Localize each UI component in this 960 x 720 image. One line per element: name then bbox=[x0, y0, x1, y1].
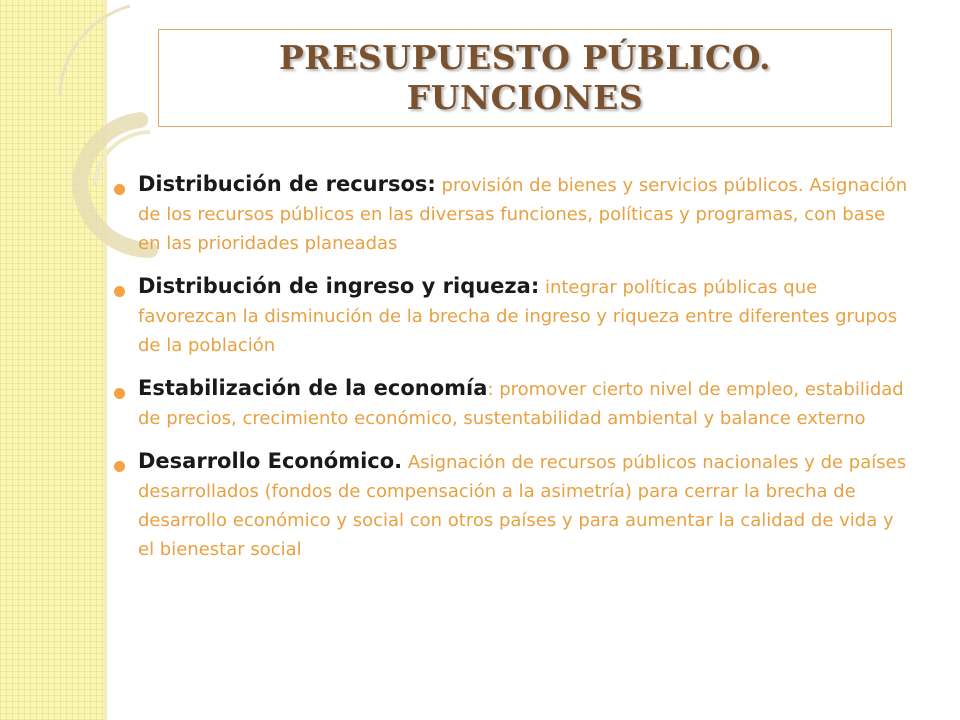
bullet-description: Asignación de recursos públicos nacionales y de países desarrollados (fondos de compensación a la asimetría) para cerrar la brecha de desarrollo económico y social con otros países y para aumentar la calidad de vida y el bienestar social bbox=[138, 452, 907, 560]
title-box bbox=[158, 29, 892, 127]
bullet-dot-icon bbox=[114, 286, 125, 297]
bullet-term: Desarrollo Económico. bbox=[138, 449, 403, 473]
bullet-dot-icon bbox=[114, 461, 125, 472]
bullet-term: Distribución de recursos: bbox=[138, 172, 436, 196]
bullet-item-desarrollo bbox=[108, 447, 908, 564]
bullet-description: integrar políticas públicas que favorezcan la disminución de la brecha de ingreso y riqueza entre diferentes grupos de la población bbox=[138, 277, 898, 356]
page-title-line-1: PRESUPUESTO PÚBLICO. bbox=[278, 38, 772, 77]
bullet-dot-icon bbox=[114, 184, 125, 195]
bullet-item-distribucion-recursos bbox=[108, 170, 908, 258]
bullet-term: Estabilización de la economía bbox=[138, 376, 488, 400]
page-title-line-2: FUNCIONES bbox=[406, 78, 644, 117]
bullet-description: : promover cierto nivel de empleo, estabilidad de precios, crecimiento económico, sustentabilidad ambiental y balance externo bbox=[138, 379, 904, 429]
bullet-dot-icon bbox=[114, 388, 125, 399]
bullet-term: Distribución de ingreso y riqueza: bbox=[138, 274, 540, 298]
bullet-list bbox=[108, 170, 908, 578]
bullet-item-distribucion-ingreso bbox=[108, 272, 908, 360]
bullet-description: provisión de bienes y servicios públicos. Asignación de los recursos públicos en las diversas funciones, políticas y programas, con base en las prioridades planeadas bbox=[138, 175, 908, 254]
bullet-item-estabilizacion bbox=[108, 374, 908, 433]
